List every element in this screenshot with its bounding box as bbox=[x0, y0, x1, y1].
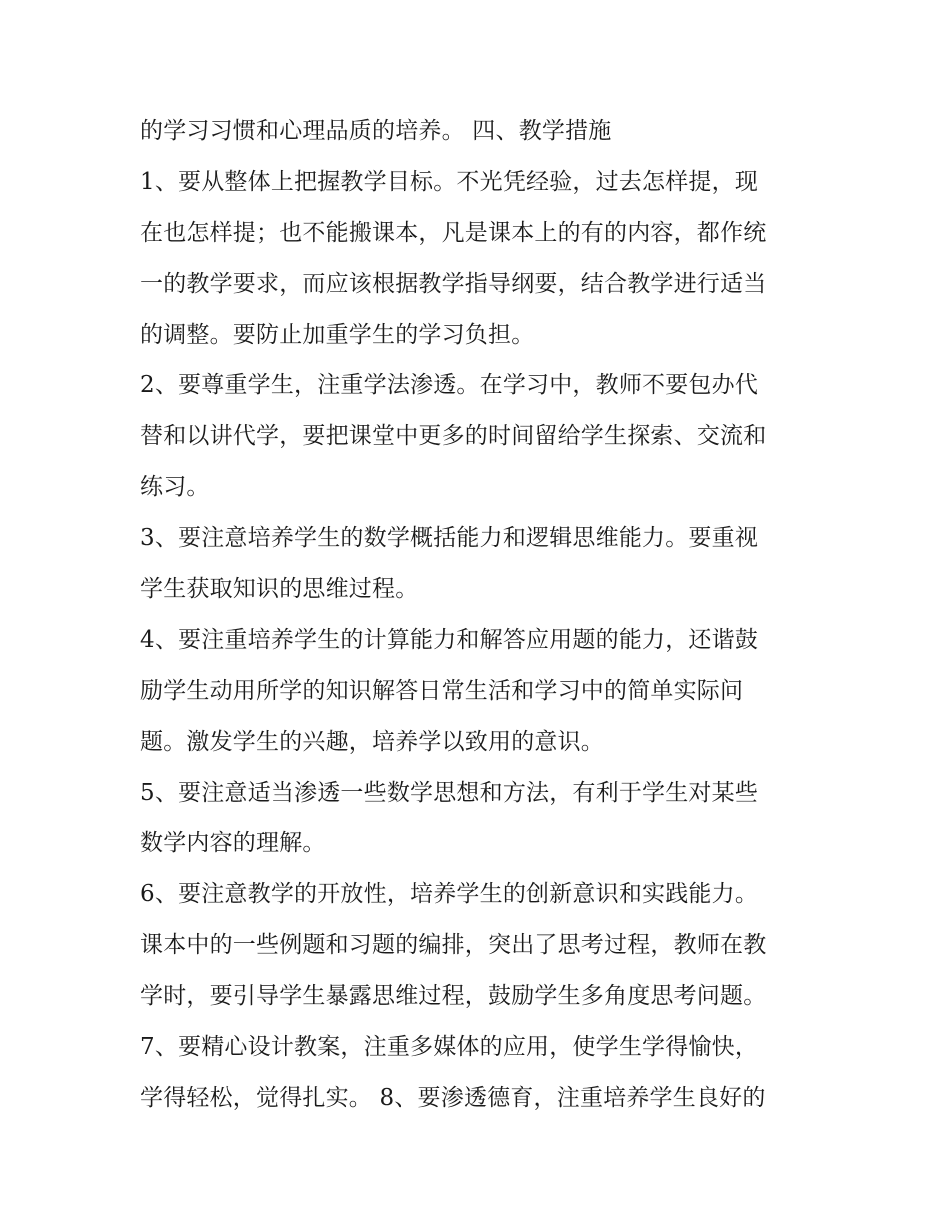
text-line: 的调整。要防止加重学生的学习负担。 bbox=[140, 321, 535, 348]
text-line: 学生获取知识的思维过程。 bbox=[140, 576, 419, 603]
text-line: 学得轻松，觉得扎实。 8、要渗透德育，注重培养学生良好的 bbox=[140, 1084, 766, 1111]
text-line: 5、要注意适当渗透一些数学思想和方法，有利于学生对某些 bbox=[140, 779, 759, 806]
text-line: 数学内容的理解。 bbox=[140, 830, 326, 857]
text-line: 3、要注意培养学生的数学概括能力和逻辑思维能力。要重视 bbox=[140, 525, 759, 552]
text-line: 励学生动用所学的知识解答日常生活和学习中的简单实际问 bbox=[140, 677, 744, 704]
text-line: 在也怎样提；也不能搬课本，凡是课本上的有的内容，都作统 bbox=[140, 219, 767, 246]
text-line: 6、要注意教学的开放性，培养学生的创新意识和实践能力。 bbox=[140, 881, 759, 908]
text-line: 题。激发学生的兴趣，培养学以致用的意识。 bbox=[140, 728, 604, 755]
text-line: 学时，要引导学生暴露思维过程，鼓励学生多角度思考问题。 bbox=[140, 983, 767, 1010]
text-line: 的学习习惯和心理品质的培养。 四、教学措施 bbox=[140, 118, 612, 144]
text-line: 2、要尊重学生，注重学法渗透。在学习中，教师不要包办代 bbox=[140, 372, 759, 399]
text-line: 替和以讲代学，要把课堂中更多的时间留给学生探索、交流和 bbox=[140, 423, 767, 450]
text-line: 课本中的一些例题和习题的编排，突出了思考过程，教师在教 bbox=[140, 932, 767, 959]
text-line: 一的教学要求，而应该根据教学指导纲要，结合教学进行适当 bbox=[140, 270, 767, 297]
document-body bbox=[140, 106, 820, 1124]
text-line: 1、要从整体上把握教学目标。不光凭经验，过去怎样提，现 bbox=[140, 168, 759, 195]
text-line: 4、要注重培养学生的计算能力和解答应用题的能力，还谐鼓 bbox=[140, 626, 759, 653]
text-line: 练习。 bbox=[140, 474, 210, 501]
text-line: 7、要精心设计教案，注重多媒体的应用，使学生学得愉快， bbox=[140, 1034, 759, 1061]
